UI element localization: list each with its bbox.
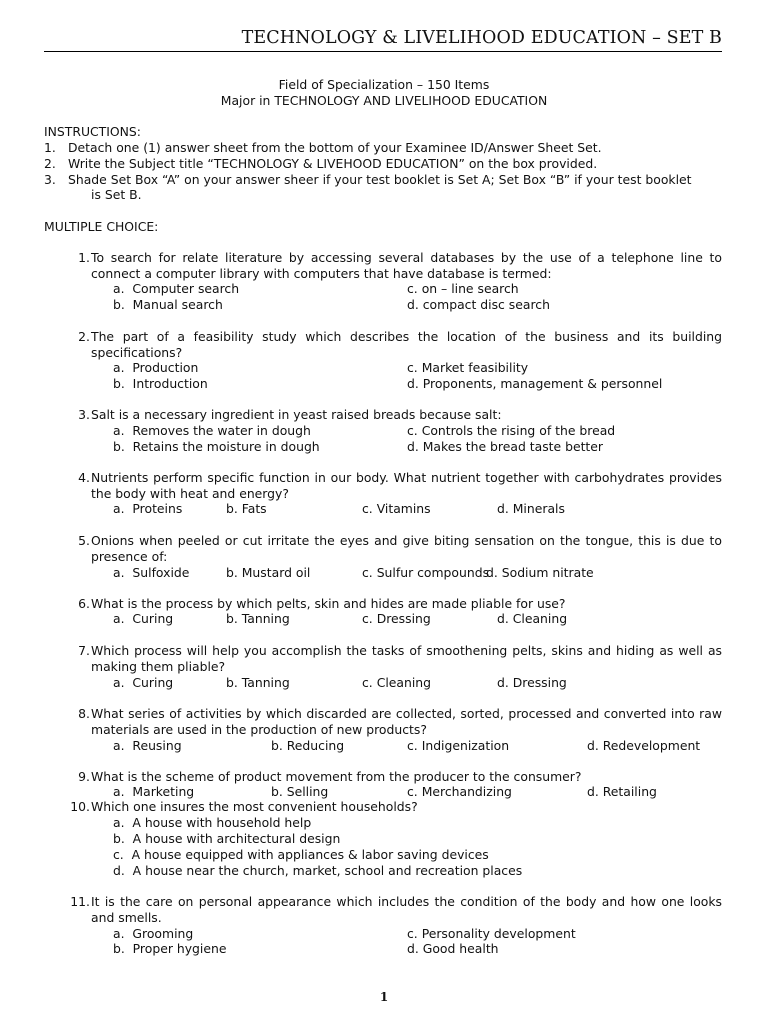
answer-option: b. Tanning — [226, 675, 290, 690]
question-item — [68, 533, 722, 565]
answer-option: d. A house near the church, market, school and recreation places — [113, 863, 523, 878]
instruction-text: Shade Set Box “A” on your answer sheer if your test booklet is Set A; Set Box “B” if your test booklet — [68, 172, 692, 187]
answer-option: c. Vitamins — [362, 501, 431, 516]
question-text: Which process will help you accomplish the tasks of smoothening pelts, skins and hiding as well as making them pliable? — [91, 643, 722, 674]
answer-option: a. Removes the water in dough — [113, 423, 311, 438]
answer-option: a. Grooming — [113, 926, 194, 941]
answer-option: b. A house with architectural design — [113, 831, 341, 846]
answer-option: c. Market feasibility — [407, 360, 529, 375]
answer-option: c. Personality development — [407, 926, 576, 941]
answer-option: b. Introduction — [113, 376, 208, 391]
question-number: 3. — [78, 407, 90, 422]
answer-option: d. Cleaning — [497, 611, 568, 626]
answer-option: b. Tanning — [226, 611, 290, 626]
answer-option: a. Curing — [113, 675, 174, 690]
answer-option: c. Cleaning — [362, 675, 432, 690]
question-number: 11. — [70, 894, 90, 909]
question-item — [68, 769, 722, 785]
answer-option: b. Manual search — [113, 297, 223, 312]
question-item — [68, 470, 722, 502]
question-item — [68, 596, 722, 612]
document-title: TECHNOLOGY & LIVELIHOOD EDUCATION – SET B — [241, 28, 722, 48]
instruction-text-continued: is Set B. — [91, 187, 142, 202]
question-text: Which one insures the most convenient households? — [91, 799, 418, 814]
question-text: What is the scheme of product movement from the producer to the consumer? — [91, 769, 582, 784]
question-text: Onions when peeled or cut irritate the eyes and give biting sensation on the tongue, this is due to presence of: — [91, 533, 722, 564]
answer-option: b. Reducing — [271, 738, 345, 753]
answer-option: d. compact disc search — [407, 297, 550, 312]
question-number: 2. — [78, 329, 90, 344]
question-number: 10. — [70, 799, 90, 814]
answer-option: d. Redevelopment — [587, 738, 701, 753]
answer-option: a. Proteins — [113, 501, 183, 516]
document-header — [44, 28, 722, 52]
instruction-number: 2. — [44, 156, 56, 171]
answer-option: d. Sodium nitrate — [486, 565, 594, 580]
question-text: What is the process by which pelts, skin and hides are made pliable for use? — [91, 596, 566, 611]
answer-option: d. Dressing — [497, 675, 567, 690]
answer-option: b. Fats — [226, 501, 267, 516]
field-of-specialization: Field of Specialization – 150 Items — [278, 77, 490, 92]
question-text: Salt is a necessary ingredient in yeast raised breads because salt: — [91, 407, 502, 422]
question-item — [68, 643, 722, 675]
answer-option: c. Merchandizing — [407, 784, 512, 799]
answer-option: a. Computer search — [113, 281, 240, 296]
instructions-heading: INSTRUCTIONS: — [44, 124, 141, 139]
answer-option: d. Minerals — [497, 501, 565, 516]
answer-option: a. Marketing — [113, 784, 195, 799]
question-item — [68, 407, 722, 423]
answer-option: d. Good health — [407, 941, 499, 956]
answer-option: a. A house with household help — [113, 815, 312, 830]
answer-option: b. Proper hygiene — [113, 941, 227, 956]
instruction-number: 3. — [44, 172, 56, 187]
answer-option: a. Curing — [113, 611, 174, 626]
answer-option: d. Retailing — [587, 784, 657, 799]
question-number: 6. — [78, 596, 90, 611]
answer-option: c. A house equipped with appliances & labor saving devices — [113, 847, 489, 862]
answer-option: b. Selling — [271, 784, 329, 799]
question-item — [68, 799, 722, 815]
answer-option: c. Controls the rising of the bread — [407, 423, 616, 438]
question-number: 9. — [78, 769, 90, 784]
page-number: 1 — [379, 990, 389, 1004]
question-text: To search for relate literature by accessing several databases by the use of a telephone line to connect a computer library with computers that have database is termed: — [91, 250, 722, 281]
answer-option: c. on – line search — [407, 281, 519, 296]
question-item — [68, 706, 722, 738]
question-number: 5. — [78, 533, 90, 548]
question-item — [68, 250, 722, 282]
question-text: It is the care on personal appearance which includes the condition of the body and how one looks and smells. — [91, 894, 722, 925]
question-number: 1. — [78, 250, 90, 265]
question-item — [68, 894, 722, 926]
answer-option: c. Dressing — [362, 611, 431, 626]
answer-option: d. Makes the bread taste better — [407, 439, 604, 454]
answer-option: a. Sulfoxide — [113, 565, 190, 580]
question-number: 8. — [78, 706, 90, 721]
question-item — [68, 329, 722, 361]
question-text: Nutrients perform specific function in our body. What nutrient together with carbohydrates provides the body with heat and energy? — [91, 470, 722, 501]
instruction-text: Write the Subject title “TECHNOLOGY & LIVEHOOD EDUCATION” on the box provided. — [68, 156, 598, 171]
answer-option: a. Reusing — [113, 738, 182, 753]
question-text: The part of a feasibility study which describes the location of the business and its building specifications? — [91, 329, 722, 360]
question-text: What series of activities by which discarded are collected, sorted, processed and converted into raw materials are used in the production of new products? — [91, 706, 722, 737]
major-line: Major in TECHNOLOGY AND LIVELIHOOD EDUCATION — [220, 93, 548, 108]
answer-option: c. Sulfur compounds — [362, 565, 490, 580]
instruction-number: 1. — [44, 140, 56, 155]
answer-option: c. Indigenization — [407, 738, 510, 753]
multiple-choice-heading: MULTIPLE CHOICE: — [44, 219, 159, 234]
instruction-text: Detach one (1) answer sheet from the bottom of your Examinee ID/Answer Sheet Set. — [68, 140, 602, 155]
question-number: 4. — [78, 470, 90, 485]
answer-option: d. Proponents, management & personnel — [407, 376, 663, 391]
answer-option: b. Mustard oil — [226, 565, 311, 580]
answer-option: b. Retains the moisture in dough — [113, 439, 320, 454]
answer-option: a. Production — [113, 360, 199, 375]
question-number: 7. — [78, 643, 90, 658]
